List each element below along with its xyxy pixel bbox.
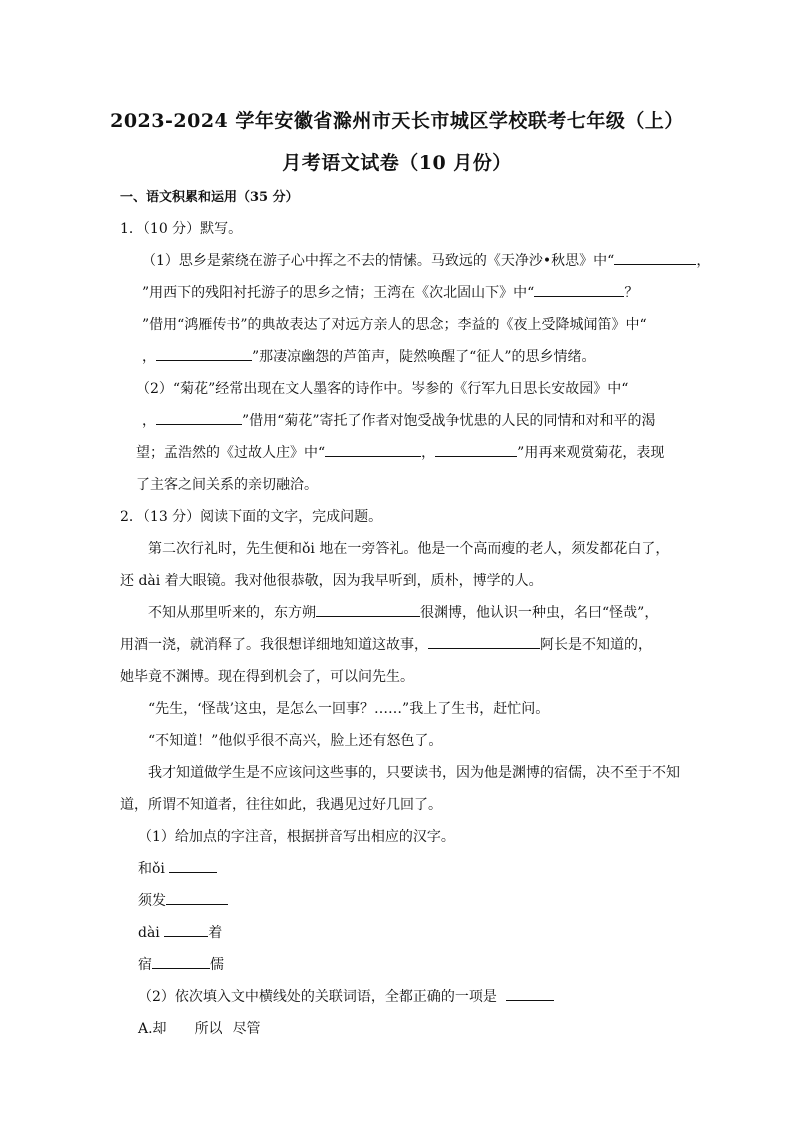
option-a-word1: A.却 [138,1021,167,1037]
q1-p2-text-d: 望；孟浩然的《过故人庄》中“ [136,445,326,461]
answer-blank[interactable] [156,346,252,361]
q1-part2-line1: （2）“菊花”经常出现在文人墨客的诗作中。岑参的《行军九日思长安故园》中“ [136,381,629,397]
passage-line: 道，所谓不知道者，往往如此，我遇见过好几回了。 [120,797,442,813]
passage-text: 不知从那里听来的，东方朔 [148,605,316,621]
q1-p2-text-c: ”借用“菊花”寄托了作者对饱受战争忧患的人民的同情和对和平的渴 [242,413,656,429]
pinyin-word: 宿 [138,957,152,973]
answer-blank[interactable] [316,602,420,617]
answer-blank[interactable] [169,858,217,873]
passage-line [120,634,652,654]
q1-part2-line3 [136,442,664,462]
q1-p1-text-a: （1）思乡是萦绕在游子心中挥之不去的情愫。马致远的《天净沙•秋思》中“ [142,253,615,269]
passage-line [148,602,658,622]
question-1-heading: 1．（10 分）默写。 [120,221,243,237]
passage-text: 用酒一浇，就消释了。我很想详细地知道这故事， [120,637,428,653]
passage-line: 我才知道做学生是不应该问这些事的，只要读书，因为他是渊博的宿儒，决不至于不知 [148,765,680,781]
pinyin-word: 和ǒi [138,861,165,877]
answer-blank[interactable] [325,442,421,457]
q1-part1-line1 [142,250,710,270]
pinyin-item [138,858,217,878]
q1-part2-line2 [142,410,655,430]
passage-text: 很渊博，他认识一种虫，名曰“怪哉”， [420,605,659,621]
q1-part1-line3: ”借用“鸿雁传书”的典故表达了对远方亲人的思念；李益的《夜上受降城闻笛》中“ [142,317,647,333]
q1-p2-text-b: ， [142,413,156,429]
exam-title-line1: 2023-2024 学年安徽省滁州市天长市城区学校联考七年级（上） [110,110,684,132]
q1-part1-line2 [142,282,638,302]
section-heading: 一、语文积累和运用（35 分） [120,190,299,205]
answer-blank[interactable] [152,954,210,969]
pinyin-item [138,890,228,910]
pinyin-word: 着 [208,925,223,941]
passage-line: 还 dài 着大眼镜。我对他很恭敬，因为我早听到，质朴，博学的人。 [120,573,543,589]
passage-text: 阿长是不知道的， [540,637,652,653]
answer-blank[interactable] [156,410,242,425]
q1-p2-text-f: ”用再来观赏菊花，表现 [517,445,665,461]
answer-blank[interactable] [164,922,208,937]
sub-question-2 [138,986,554,1006]
sub-question-1: （1）给加点的字注音，根据拼音写出相应的汉字。 [138,829,455,845]
passage-line: 她毕竟不渊博。现在得到机会了，可以问先生。 [120,669,414,685]
passage-line: “先生，‘怪哉’这虫，是怎么一回事？……”我上了生书，赶忙问。 [148,701,550,717]
answer-blank[interactable] [506,986,554,1001]
pinyin-word: 须发 [138,893,166,909]
option-a-word3: 尽管 [232,1021,261,1037]
answer-blank[interactable] [428,634,540,649]
answer-blank[interactable] [534,282,624,297]
q1-p1-text-c: ”用西下的残阳衬托游子的思乡之情；王湾在《次北固山下》中“ [142,285,535,301]
q1-p1-text-b: ， [696,253,711,269]
passage-line: 第二次行礼时，先生便和ǒi 地在一旁答礼。他是一个高而瘦的老人，须发都花白了， [148,541,670,557]
pinyin-item [138,954,224,974]
passage-line: “不知道！”他似乎很不高兴，脸上还有怒色了。 [148,733,443,749]
answer-blank[interactable] [166,890,228,905]
q1-part1-line4 [142,346,595,366]
exam-title-line2: 月考语文试卷（10 月份） [282,152,512,174]
answer-blank[interactable] [435,442,517,457]
option-a-word2: 所以 [194,1021,223,1037]
question-2-heading: 2．（13 分）阅读下面的文字，完成问题。 [120,509,383,525]
pinyin-word: dài [138,925,160,941]
q1-p1-text-f: ， [142,349,156,365]
q1-p1-text-g: ”那凄凉幽怨的芦笛声，陡然唤醒了“征人”的思乡情绪。 [252,349,596,365]
answer-blank[interactable] [614,250,696,265]
q1-part2-line4: 了主客之间关系的亲切融洽。 [136,477,318,493]
pinyin-word: 儒 [210,957,224,973]
q1-p2-text-e: ， [421,445,436,461]
option-a[interactable] [138,1018,261,1038]
q1-p1-text-d: ？ [624,285,639,301]
sub-question-2-text: （2）依次填入文中横线处的关联词语，全都正确的一项是 [138,989,497,1005]
pinyin-item [138,922,222,942]
